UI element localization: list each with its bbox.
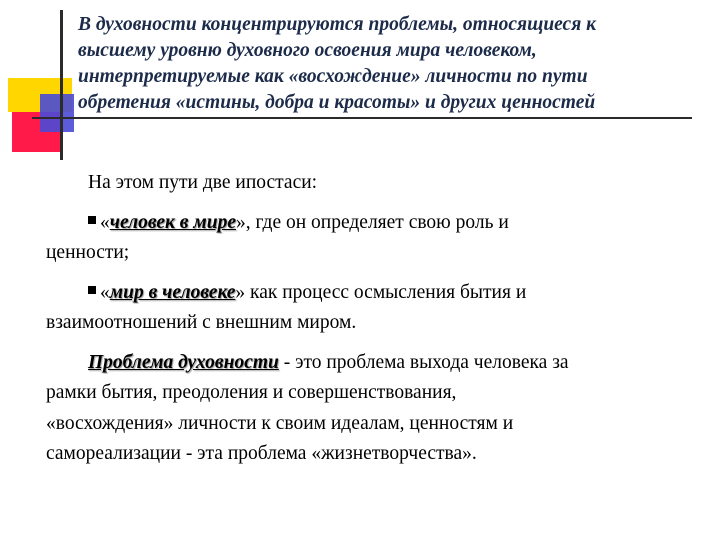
bullet-continuation: ценности; — [46, 242, 130, 263]
title-line: обретения «истины, добра и красоты» и других ценностей — [78, 92, 596, 113]
decorative-vertical-line — [60, 10, 63, 160]
decorative-horizontal-line — [32, 117, 692, 119]
definition-line: рамки бытия, преодоления и совершенствования, — [46, 382, 457, 403]
bullet-square-icon — [88, 286, 96, 294]
bullet-term: мир в человеке — [109, 281, 236, 303]
slide-title — [78, 12, 718, 116]
definition-term: Проблема духовности — [88, 351, 279, 373]
bullet-text: » как процесс осмысления бытия и — [235, 281, 527, 303]
intro-text: На этом пути две ипостаси: — [88, 172, 318, 193]
slide-body — [46, 168, 696, 479]
bullet-square-icon — [88, 216, 96, 224]
bullet-item — [46, 278, 696, 339]
open-quote: « — [100, 281, 110, 303]
bullet-term: человек в мире — [109, 211, 236, 233]
open-quote: « — [100, 211, 110, 233]
title-line: интерпретируемые как «восхождение» личности по пути — [78, 66, 588, 87]
bullet-continuation: взаимоотношений с внешним миром. — [46, 312, 357, 333]
bullet-item — [46, 208, 696, 269]
title-line: В духовности концентрируются проблемы, относящиеся к — [78, 14, 597, 35]
bullet-text: », где он определяет свою роль и — [236, 211, 509, 233]
definition-text: - это проблема выхода человека за — [278, 351, 569, 373]
definition-line: «восхождения» личности к своим идеалам, ценностям и — [46, 412, 514, 434]
definition-paragraph — [46, 348, 696, 470]
definition-line: самореализации - эта проблема «жизнетворчества». — [46, 443, 477, 464]
decorative-blue-square — [40, 94, 74, 132]
intro-paragraph — [46, 168, 696, 199]
title-line: высшему уровню духовного освоения мира человеком, — [78, 40, 537, 61]
